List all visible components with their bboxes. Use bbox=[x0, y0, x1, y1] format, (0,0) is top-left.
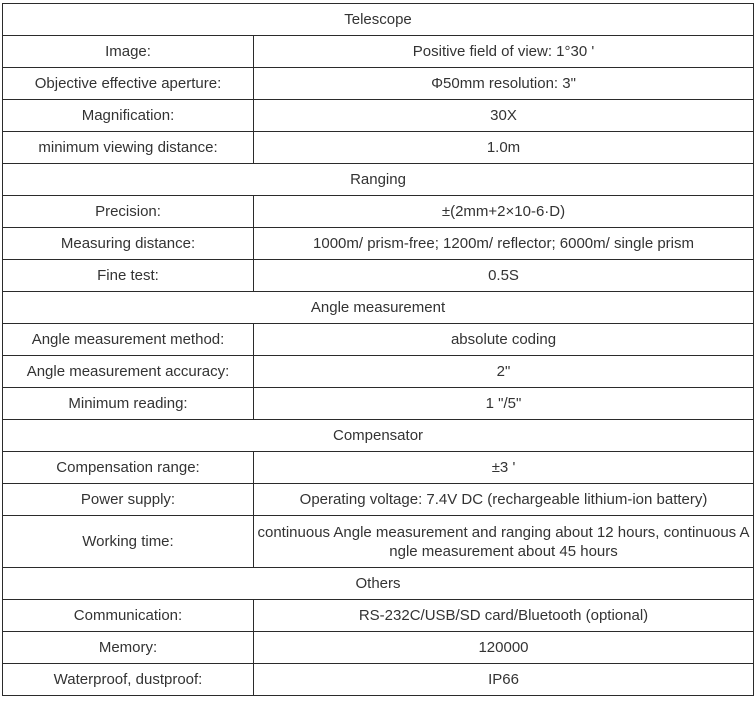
row-label: Angle measurement method: bbox=[3, 324, 254, 356]
row-label: Angle measurement accuracy: bbox=[3, 356, 254, 388]
section-title-others: Others bbox=[3, 568, 754, 600]
table-row bbox=[3, 196, 754, 228]
table-row bbox=[3, 632, 754, 664]
row-label: Working time: bbox=[3, 516, 254, 568]
table-row bbox=[3, 100, 754, 132]
row-value: ±3 ' bbox=[254, 452, 754, 484]
table-row bbox=[3, 388, 754, 420]
row-label: Fine test: bbox=[3, 260, 254, 292]
row-value: absolute coding bbox=[254, 324, 754, 356]
row-value: 2" bbox=[254, 356, 754, 388]
section-header-row bbox=[3, 164, 754, 196]
row-value: 1 "/5" bbox=[254, 388, 754, 420]
row-value: Operating voltage: 7.4V DC (rechargeable lithium-ion battery) bbox=[254, 484, 754, 516]
row-label: Measuring distance: bbox=[3, 228, 254, 260]
row-value: Positive field of view: 1°30 ' bbox=[254, 36, 754, 68]
section-title-telescope: Telescope bbox=[3, 4, 754, 36]
spec-table bbox=[2, 3, 754, 696]
section-title-angle-measurement: Angle measurement bbox=[3, 292, 754, 324]
table-row bbox=[3, 324, 754, 356]
row-label: Magnification: bbox=[3, 100, 254, 132]
row-label: Waterproof, dustproof: bbox=[3, 664, 254, 696]
row-label: Power supply: bbox=[3, 484, 254, 516]
table-row bbox=[3, 516, 754, 568]
row-value: continuous Angle measurement and ranging about 12 hours, continuous Angle measurement about 45 hours bbox=[254, 516, 754, 568]
table-row bbox=[3, 600, 754, 632]
row-value: 120000 bbox=[254, 632, 754, 664]
section-title-compensator: Compensator bbox=[3, 420, 754, 452]
table-row bbox=[3, 484, 754, 516]
table-row bbox=[3, 68, 754, 100]
row-value: 1000m/ prism-free; 1200m/ reflector; 6000m/ single prism bbox=[254, 228, 754, 260]
row-value: 30X bbox=[254, 100, 754, 132]
row-label: Objective effective aperture: bbox=[3, 68, 254, 100]
section-header-row bbox=[3, 568, 754, 600]
row-label: Memory: bbox=[3, 632, 254, 664]
table-row bbox=[3, 132, 754, 164]
row-label: Image: bbox=[3, 36, 254, 68]
table-row bbox=[3, 452, 754, 484]
section-header-row bbox=[3, 420, 754, 452]
row-value: IP66 bbox=[254, 664, 754, 696]
row-value: 0.5S bbox=[254, 260, 754, 292]
row-label: Communication: bbox=[3, 600, 254, 632]
table-row bbox=[3, 260, 754, 292]
section-header-row bbox=[3, 4, 754, 36]
table-row bbox=[3, 356, 754, 388]
section-title-ranging: Ranging bbox=[3, 164, 754, 196]
row-value: Φ50mm resolution: 3" bbox=[254, 68, 754, 100]
row-label: Minimum reading: bbox=[3, 388, 254, 420]
row-label: minimum viewing distance: bbox=[3, 132, 254, 164]
row-value: 1.0m bbox=[254, 132, 754, 164]
row-value: ±(2mm+2×10-6·D) bbox=[254, 196, 754, 228]
table-row bbox=[3, 664, 754, 696]
table-row bbox=[3, 228, 754, 260]
row-label: Precision: bbox=[3, 196, 254, 228]
section-header-row bbox=[3, 292, 754, 324]
table-row bbox=[3, 36, 754, 68]
row-value: RS-232C/USB/SD card/Bluetooth (optional) bbox=[254, 600, 754, 632]
row-label: Compensation range: bbox=[3, 452, 254, 484]
